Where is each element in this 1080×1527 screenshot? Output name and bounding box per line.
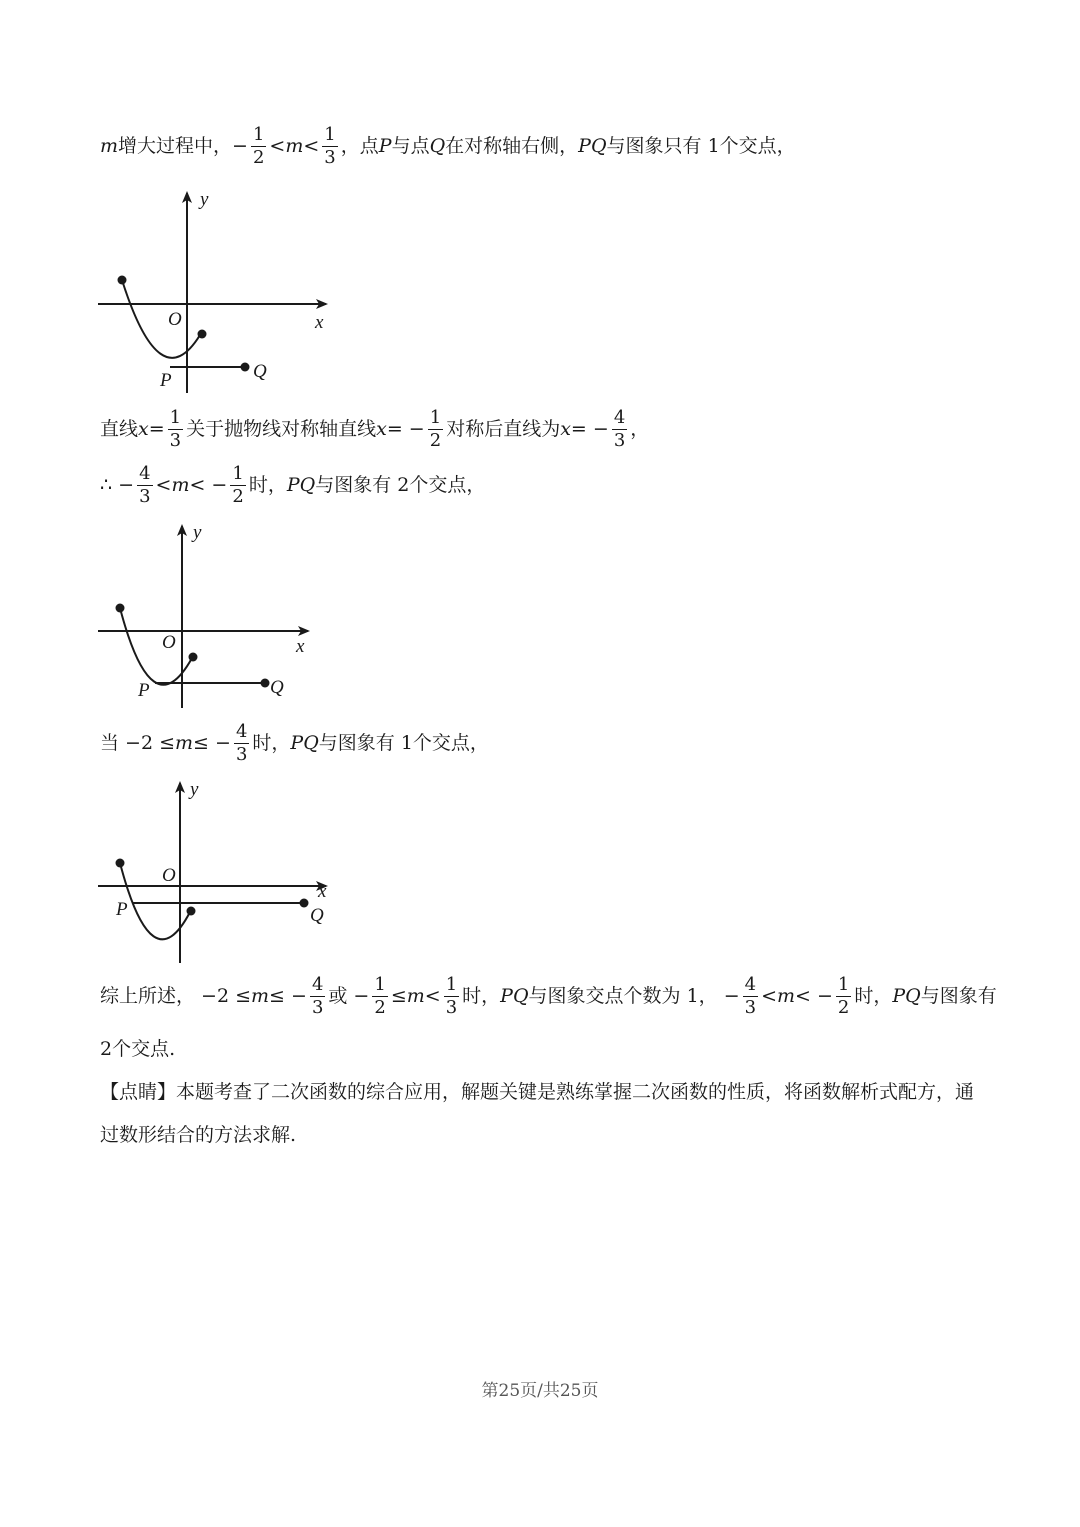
- endpoint-left: [116, 604, 125, 613]
- label-y: y: [190, 779, 199, 800]
- text-line-6: [100, 1040, 175, 1059]
- text-line-2: [100, 409, 649, 450]
- var-x: x: [560, 418, 571, 440]
- var-m: m: [171, 474, 190, 496]
- text: 过数形结合的方法求解.: [100, 1124, 297, 1146]
- fraction: $\frac{4}{3}$: [311, 974, 324, 1018]
- fraction: $\frac{1}{2}$: [374, 974, 386, 1018]
- fraction: $\frac{1}{2}$: [429, 407, 442, 451]
- var-m: m: [100, 135, 119, 157]
- graph-2: [90, 518, 330, 718]
- text: 对称后直线为: [446, 418, 561, 440]
- text: 直线: [100, 418, 139, 440]
- var-m: m: [777, 985, 796, 1007]
- text: < −: [189, 474, 228, 496]
- text: ∴ −: [100, 474, 135, 496]
- text: 2个交点.: [100, 1038, 176, 1060]
- page-number: 第25页/共25页: [481, 1381, 599, 1401]
- label-P: P: [160, 370, 172, 391]
- label-Q: Q: [310, 905, 324, 926]
- var-Q: Q: [429, 135, 446, 157]
- text: 【点睛】本题考查了二次函数的综合应用，解题关键是熟练掌握二次函数的性质，将函数解析式配方，通: [100, 1081, 975, 1103]
- text: = −: [386, 418, 425, 440]
- text: <: [155, 474, 172, 496]
- text: 与图象有: [920, 985, 997, 1007]
- text-line-5: [100, 976, 997, 1017]
- text: ，: [630, 418, 650, 440]
- endpoint-left: [118, 276, 127, 285]
- endpoint-right: [189, 653, 198, 662]
- text: 与图象只有 1个交点，: [606, 135, 796, 157]
- text: 时，: [248, 474, 287, 496]
- text: −: [232, 135, 248, 157]
- text: 与图象有 1个交点，: [318, 732, 489, 754]
- text: =: [148, 418, 165, 440]
- text: 与图象交点个数为 1， −: [528, 985, 740, 1007]
- label-Q: Q: [253, 361, 267, 382]
- fraction: $\frac{1}{2}$: [252, 124, 265, 168]
- text: = −: [570, 418, 609, 440]
- text: 与图象有 2个交点，: [315, 474, 486, 496]
- fraction: $\frac{1}{3}$: [324, 124, 336, 168]
- text: 或 −: [328, 985, 370, 1007]
- fraction: $\frac{4}{3}$: [139, 463, 151, 507]
- fraction: $\frac{4}{3}$: [744, 974, 757, 1018]
- label-O: O: [168, 309, 182, 330]
- text: ≤ −: [269, 985, 307, 1007]
- var-x: x: [138, 418, 149, 440]
- text: <: [761, 985, 777, 1007]
- label-P: P: [138, 680, 150, 701]
- text: ≤: [390, 985, 407, 1007]
- var-x: x: [376, 418, 387, 440]
- endpoint-right: [187, 907, 196, 916]
- var-m: m: [406, 985, 425, 1007]
- label-O: O: [162, 865, 176, 886]
- text: 与点: [391, 135, 430, 157]
- text: 时，: [252, 732, 291, 754]
- var-PQ: PQ: [578, 135, 607, 157]
- text-line-3: [100, 465, 485, 506]
- var-PQ: PQ: [286, 474, 316, 496]
- var-PQ: PQ: [290, 732, 319, 754]
- endpoint-left: [116, 859, 125, 868]
- endpoint-right: [198, 330, 207, 339]
- label-y: y: [193, 522, 202, 543]
- fraction: $\frac{4}{3}$: [235, 721, 248, 765]
- fraction: $\frac{1}{3}$: [169, 407, 182, 451]
- text: ，点: [340, 135, 379, 157]
- text-line-1: [100, 126, 796, 167]
- text: < −: [795, 985, 833, 1007]
- point-Q: [261, 679, 270, 688]
- var-P: P: [378, 135, 392, 157]
- label-x: x: [315, 312, 324, 333]
- text: 时，: [854, 985, 893, 1007]
- label-P: P: [116, 899, 128, 920]
- text: 当 −2 ≤: [100, 732, 176, 754]
- point-Q: [300, 899, 309, 908]
- graph-1: [90, 185, 350, 400]
- label-O: O: [162, 632, 176, 653]
- text-line-4: [100, 723, 489, 764]
- var-m: m: [285, 135, 304, 157]
- var-m: m: [251, 985, 270, 1007]
- fraction: $\frac{1}{2}$: [232, 463, 244, 507]
- point-Q: [241, 363, 250, 372]
- text: 综上所述， −2 ≤: [100, 985, 252, 1007]
- text: <: [424, 985, 441, 1007]
- graph-3: [90, 775, 340, 970]
- text: <: [303, 135, 320, 157]
- text: 增大过程中，: [118, 135, 233, 157]
- label-y: y: [200, 189, 209, 210]
- text: 关于抛物线对称轴直线: [186, 418, 377, 440]
- label-Q: Q: [270, 677, 284, 698]
- fraction: $\frac{4}{3}$: [613, 407, 626, 451]
- text: 时，: [462, 985, 501, 1007]
- fraction: $\frac{1}{2}$: [837, 974, 850, 1018]
- var-m: m: [175, 732, 194, 754]
- text-line-8: [100, 1126, 296, 1145]
- label-x: x: [296, 636, 305, 657]
- parabola: [122, 280, 200, 358]
- fraction: $\frac{1}{3}$: [445, 974, 458, 1018]
- text: 在对称轴右侧，: [445, 135, 579, 157]
- text: ≤ −: [193, 732, 231, 754]
- text-line-7: [100, 1083, 974, 1102]
- text: <: [269, 135, 286, 157]
- label-x: x: [318, 881, 327, 902]
- var-PQ: PQ: [892, 985, 921, 1007]
- var-PQ: PQ: [500, 985, 529, 1007]
